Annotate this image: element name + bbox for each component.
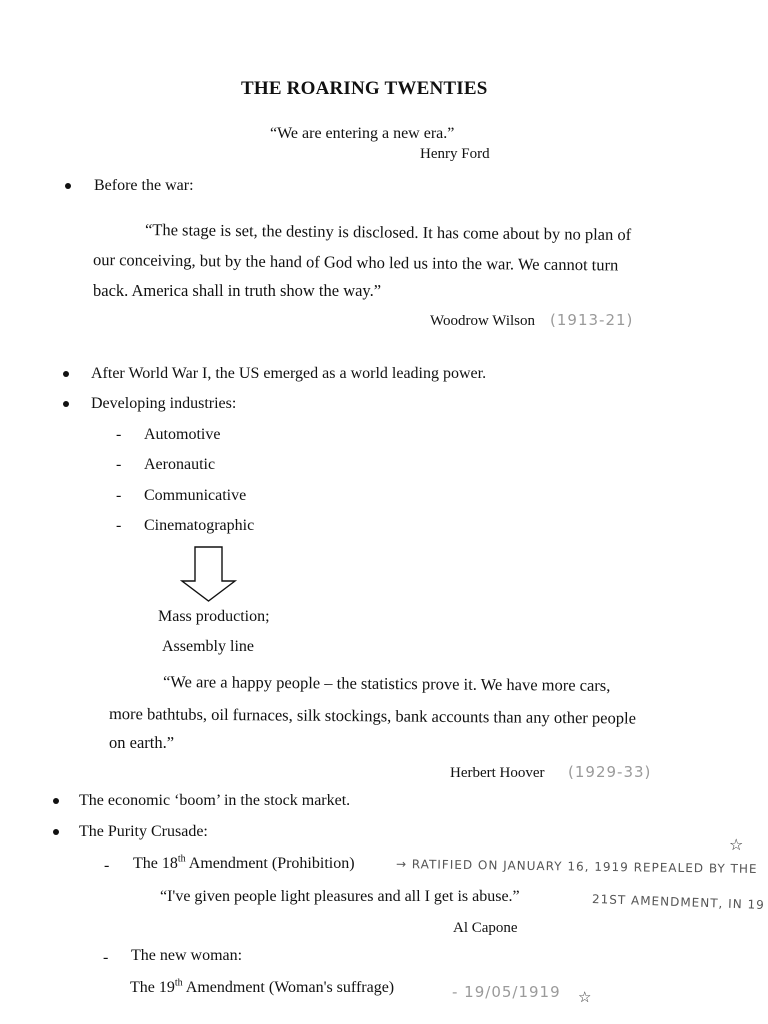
ford-author: Henry Ford <box>420 146 490 162</box>
bullet <box>65 183 71 189</box>
dash: - <box>103 949 109 966</box>
dash: - <box>116 426 122 443</box>
industry-item: Communicative <box>144 487 247 504</box>
before-war-label: Before the war: <box>94 177 194 194</box>
assembly-line: Assembly line <box>162 638 254 655</box>
industry-item: Cinematographic <box>144 517 255 534</box>
amendment-18-sup: th <box>177 853 186 865</box>
wilson-author: Woodrow Wilson <box>430 313 535 329</box>
ford-quote: “We are entering a new era.” <box>270 125 455 142</box>
wilson-handwritten-years: (1913-21) <box>550 311 634 329</box>
bullet <box>63 401 69 407</box>
amendment-18-pre: The 18 <box>133 855 178 872</box>
purity-label: The Purity Crusade: <box>79 823 208 840</box>
star-icon: ☆ <box>578 988 593 1006</box>
amendment-18 <box>133 855 355 873</box>
dash: - <box>116 456 122 473</box>
boom-point: The economic ‘boom’ in the stock market. <box>79 792 351 809</box>
capone-author: Al Capone <box>453 920 518 936</box>
dash: - <box>116 487 122 504</box>
page-title: THE ROARING TWENTIES <box>241 78 488 99</box>
amendment-18-post: Amendment (Prohibition) <box>185 855 355 872</box>
wilson-quote-line-3: back. America shall in truth show the way.” <box>93 281 382 300</box>
amendment-19-handwritten-date: - 19/05/1919 <box>452 983 561 1001</box>
dash: - <box>104 857 110 874</box>
amendment-18-handwritten-note-2: 21ST AMENDMENT, IN 19 <box>591 892 766 913</box>
bullet <box>53 829 59 835</box>
wilson-quote-line-1: “The stage is set, the destiny is disclosed. It has come about by no plan of <box>144 220 632 245</box>
hoover-handwritten-years: (1929-33) <box>568 763 652 781</box>
amendment-19-sup: th <box>174 977 183 989</box>
hoover-quote-line-3: on earth.” <box>109 733 175 752</box>
ww1-point: After World War I, the US emerged as a world leading power. <box>91 365 487 382</box>
bullet <box>63 371 69 377</box>
hoover-quote-line-2: more bathtubs, oil furnaces, silk stockings, bank accounts than any other people <box>108 704 637 728</box>
star-icon: ☆ <box>729 835 745 854</box>
new-woman: The new woman: <box>131 947 243 964</box>
industry-item: Automotive <box>144 426 221 443</box>
amendment-19-pre: The 19 <box>130 979 175 996</box>
amendment-19 <box>130 979 394 997</box>
hoover-author: Herbert Hoover <box>450 765 545 781</box>
industry-item: Aeronautic <box>144 456 216 473</box>
dash: - <box>116 517 122 534</box>
mass-production: Mass production; <box>158 608 270 625</box>
hoover-quote-line-1: “We are a happy people – the statistics prove it. We have more cars, <box>162 672 611 695</box>
bullet <box>53 798 59 804</box>
industries-label: Developing industries: <box>91 395 237 412</box>
capone-quote: “I've given people light pleasures and all I get is abuse.” <box>160 888 520 905</box>
amendment-19-post: Amendment (Woman's suffrage) <box>182 979 395 996</box>
wilson-quote-line-2: our conceiving, but by the hand of God who led us into the war. We cannot turn <box>92 250 619 275</box>
amendment-18-handwritten-note: → RATIFIED ON JANUARY 16, 1919 REPEALED BY THE <box>395 857 758 877</box>
down-arrow-icon <box>180 545 238 603</box>
